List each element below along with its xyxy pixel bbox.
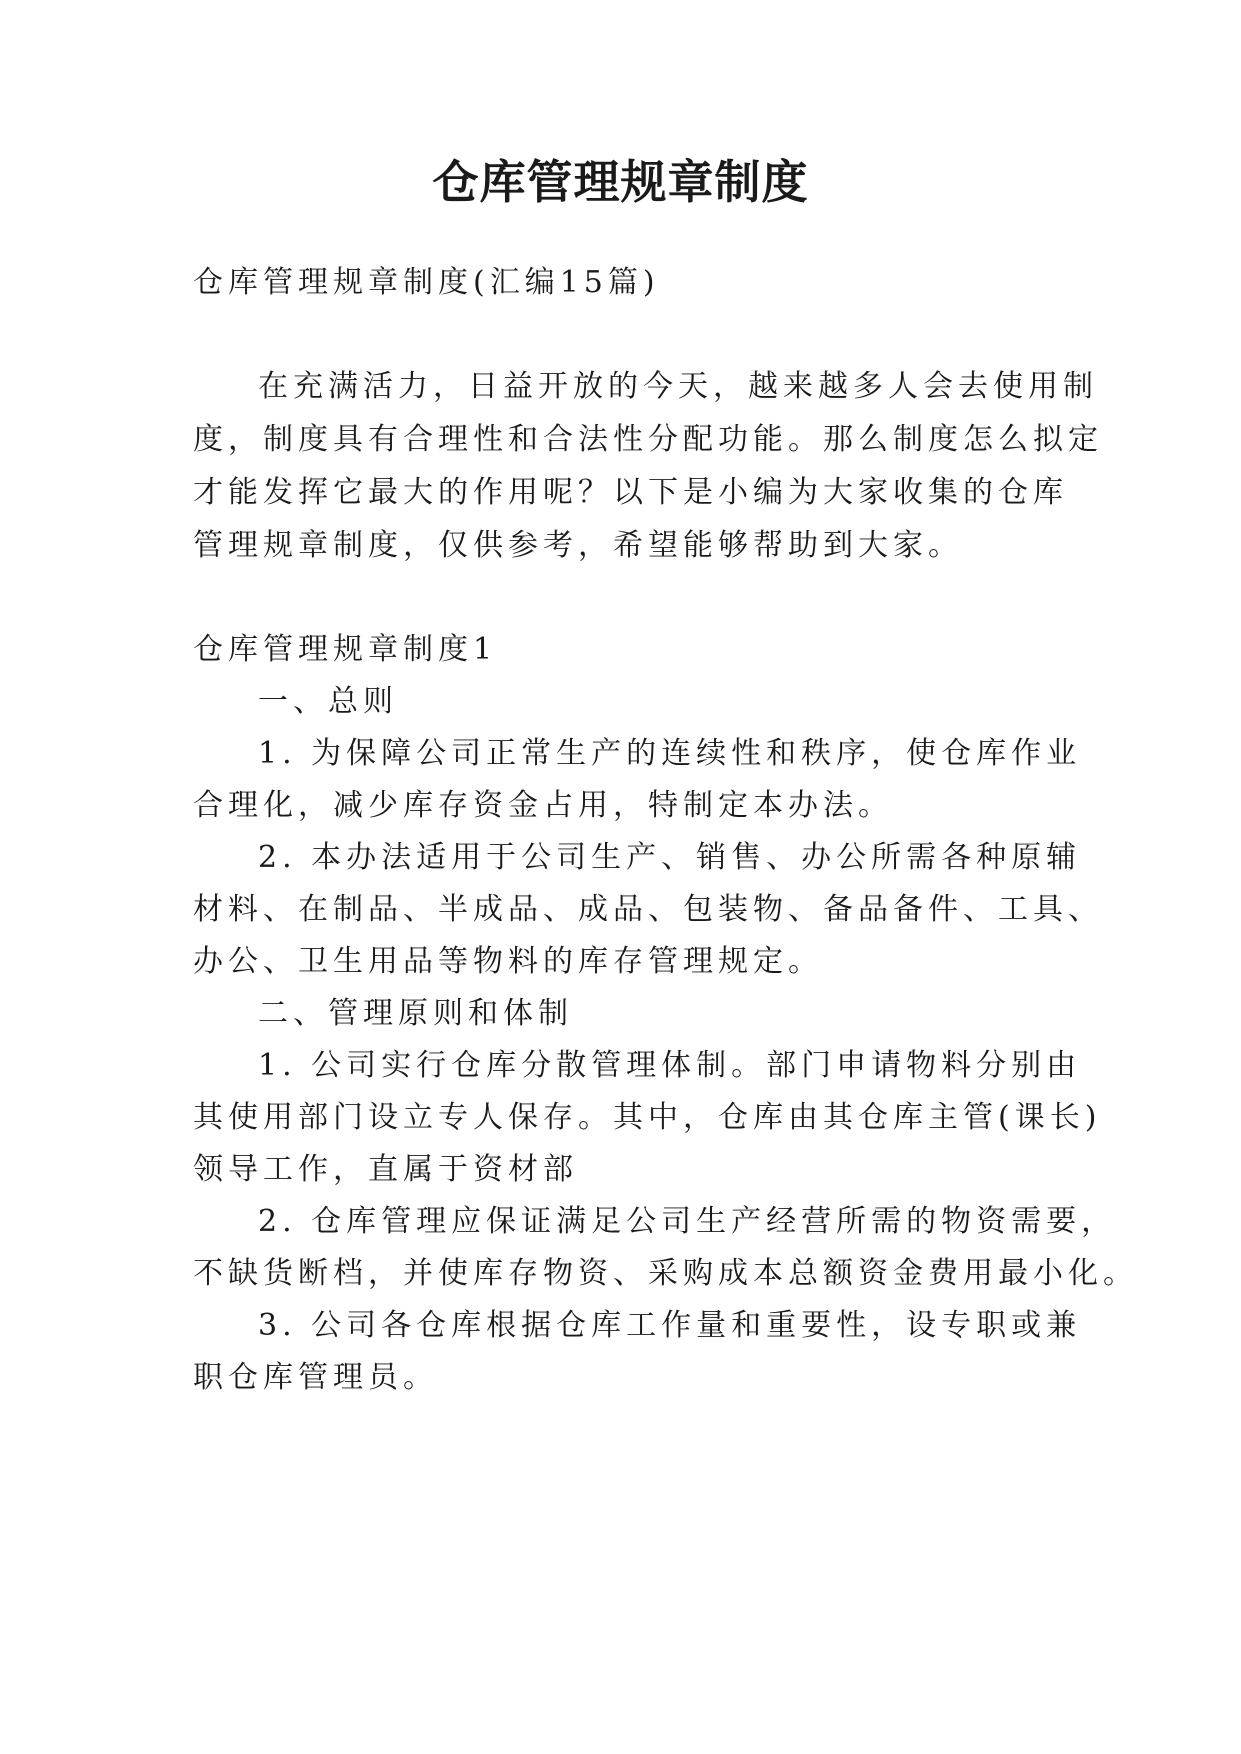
section-heading: 仓库管理规章制度1 [193,632,498,667]
intro-line: 管理规章制度，仅供参考，希望能够帮助到大家。 [193,528,963,563]
content-line: 1. 为保障公司正常生产的连续性和秩序，使仓库作业 [258,736,1082,771]
content-line: 2. 本办法适用于公司生产、销售、办公所需各种原辅 [258,840,1082,875]
content-line: 合理化，减少库存资金占用，特制定本办法。 [193,788,893,823]
content-line: 职仓库管理员。 [193,1360,438,1395]
document-subtitle: 仓库管理规章制度(汇编15篇) [193,265,660,300]
content-line: 2. 仓库管理应保证满足公司生产经营所需的物资需要， [258,1204,1117,1239]
content-line: 不缺货断档，并使库存物资、采购成本总额资金费用最小化。 [193,1256,1138,1291]
content-line: 3. 公司各仓库根据仓库工作量和重要性，设专职或兼 [258,1308,1082,1343]
content-line: 其使用部门设立专人保存。其中，仓库由其仓库主管(课长) [193,1100,1102,1135]
content-line: 一、总则 [258,684,398,719]
content-line: 材料、在制品、半成品、成品、包装物、备品备件、工具、 [193,892,1103,927]
intro-line: 在充满活力，日益开放的今天，越来越多人会去使用制 [258,369,1098,404]
intro-line: 才能发挥它最大的作用呢？以下是小编为大家收集的仓库 [193,475,1068,510]
content-line: 1. 公司实行仓库分散管理体制。部门申请物料分别由 [258,1048,1082,1083]
content-line: 二、管理原则和体制 [258,996,573,1031]
document-title: 仓库管理规章制度 [432,155,809,209]
intro-line: 度，制度具有合理性和合法性分配功能。那么制度怎么拟定 [193,422,1103,457]
content-line: 办公、卫生用品等物料的库存管理规定。 [193,944,823,979]
content-line: 领导工作，直属于资材部 [193,1152,578,1187]
